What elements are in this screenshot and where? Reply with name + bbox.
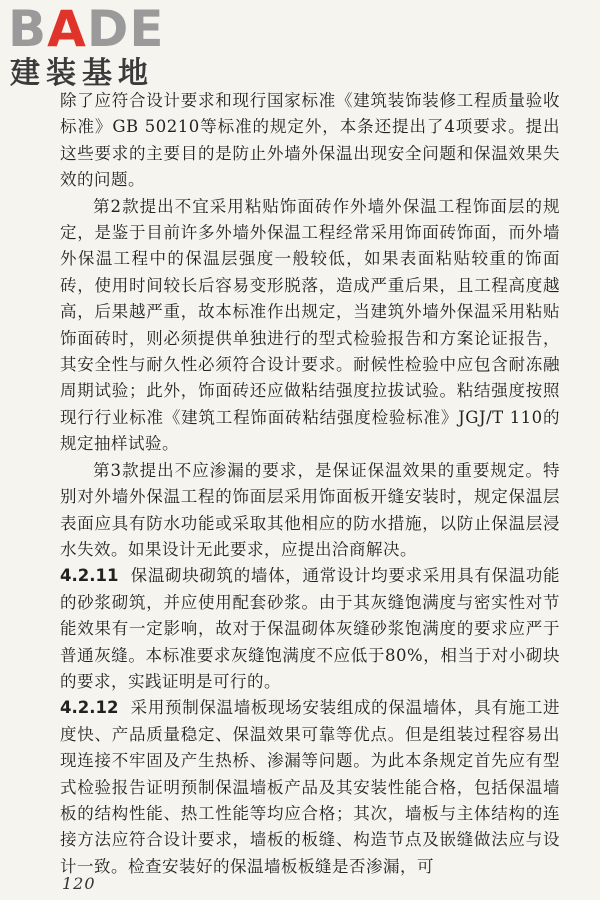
paragraph-continuation: 除了应符合设计要求和现行国家标准《建筑装饰装修工程质量验收标准》GB 50210等标准的规定外，本条还提出了4项要求。提出这些要求的主要目的是防止外墙外保温出现安全问题和保温效果失效的问题。 [60, 91, 560, 190]
paragraph-clause-3: 第3款提出不应渗漏的要求，是保证保温效果的重要规定。特别对外墙外保温工程的饰面层采用饰面板开缝安装时，规定保温层表面应具有防水功能或采取其他相应的防水措施，以防止保温层浸水失效。如果设计无此要求，应提出洽商解决。 [60, 460, 560, 559]
logo-wordmark: BADE [8, 0, 165, 58]
bade-logo [8, 0, 208, 94]
clause-number: 4.2.11 [60, 566, 119, 586]
clause-text: 采用预制保温墙板现场安装组成的保温墙体，具有施工进度快、产品质量稳定、保温效果可靠等优点。但是组装过程容易出现连接不牢固及产生热桥、渗漏等问题。为此本条规定首先应有型式检验报告证明预制保温墙板产品及其安装性能合格，包括保温墙板的结构性能、热工性能等均应合格；其次，墙板与主体结构的连接方法应符合设计要求，墙板的板缝、构造节点及嵌缝做法应与设计一致。检查安装好的保温墙板板缝是否渗漏，可 [60, 698, 560, 876]
logo-subtitle: 建装基地 [10, 56, 154, 91]
body-text [60, 88, 560, 880]
page-number: 120 [62, 874, 96, 893]
clause-text: 保温砌块砌筑的墙体，通常设计均要求采用具有保温功能的砂浆砌筑，并应使用配套砂浆。由于其灰缝饱满度与密实性对节能效果有一定影响，故对于保温砌体灰缝砂浆饱满度的要求应严于普通灰缝。本标准要求灰缝饱满度不应低于80%，相当于对小砌块的要求，实践证明是可行的。 [60, 566, 560, 691]
clause-4-2-12 [60, 695, 560, 880]
paragraph-clause-2: 第2款提出不宜采用粘贴饰面砖作外墙外保温工程饰面层的规定，是鉴于目前许多外墙外保温工程经常采用饰面砖饰面，而外墙外保温工程中的保温层强度一般较低，如果表面粘贴较重的饰面砖，使用时间较长后容易变形脱落，造成严重后果，且工程高度越高，后果越严重，故本标准作出规定，当建筑外墙外保温采用粘贴饰面砖时，则必须提供单独进行的型式检验报告和方案论证报告，其安全性与耐久性必须符合设计要求。耐候性检验中应包含耐冻融周期试验；此外，饰面砖还应做粘结强度拉拔试验。粘结强度按照现行行业标准《建筑工程饰面砖粘结强度检验标准》JGJ/T 110的规定抽样试验。 [60, 196, 560, 454]
clause-4-2-11 [60, 563, 560, 695]
clause-number: 4.2.12 [60, 698, 119, 718]
